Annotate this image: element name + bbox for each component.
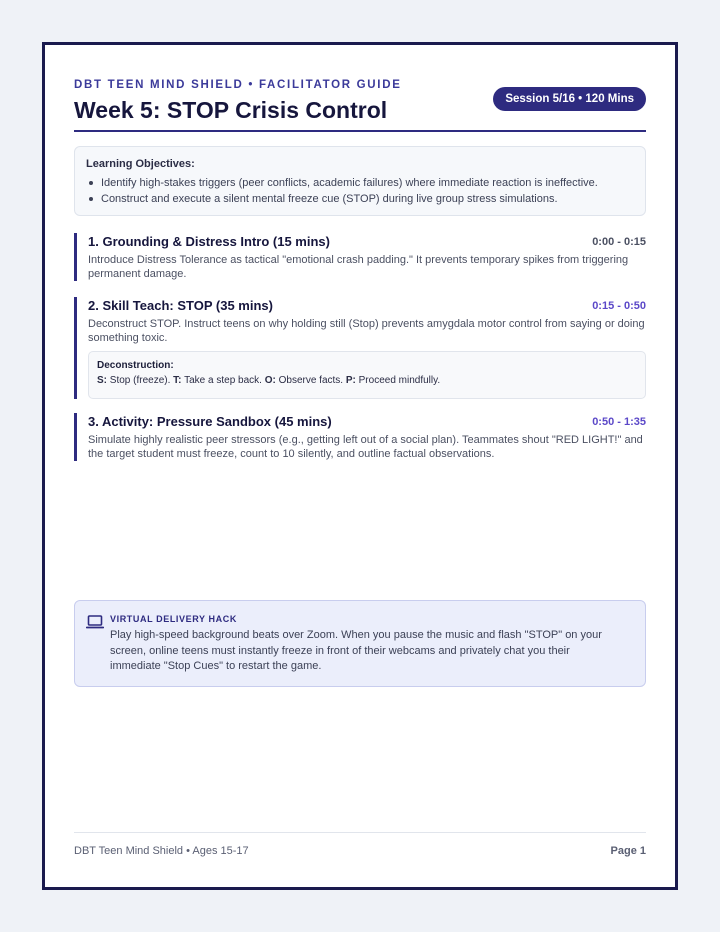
- section-body: Simulate highly realistic peer stressors (e.g., getting left out of a social plan). Teammates shout "RED LIGHT!" and the target student must freeze, count to 10 silently, and outline factual observations.: [88, 434, 643, 460]
- stop-text-t: Take a step back.: [184, 375, 262, 386]
- section-grounding: [74, 233, 646, 281]
- guide-page: [42, 42, 678, 890]
- hack-body: Play high-speed background beats over Zoom. When you pause the music and flash "STOP" on your screen, online teens must instantly freeze in front of their webcams and privately chat you their immediate "Stop Cues" to restart the game.: [110, 629, 602, 672]
- section-title: 1. Grounding & Distress Intro (15 mins): [88, 234, 330, 249]
- objective-item: Construct and execute a silent mental freeze cue (STOP) during live group stress simulations.: [86, 191, 634, 207]
- stop-key-p: P:: [345, 375, 356, 386]
- section-activity: [74, 413, 646, 461]
- deconstruction-title: Deconstruction:: [97, 360, 174, 371]
- page-title: Week 5: STOP Crisis Control: [74, 97, 388, 123]
- deconstruction-line: [97, 375, 637, 386]
- footer-divider: [74, 832, 646, 833]
- section-skill-teach: [74, 297, 646, 399]
- section-title: 3. Activity: Pressure Sandbox (45 mins): [88, 414, 332, 429]
- stop-text-s: Stop (freeze).: [109, 375, 171, 386]
- learning-objectives-box: [74, 146, 646, 216]
- page-number: Page 1: [610, 845, 646, 857]
- objective-item: Identify high-stakes triggers (peer conflicts, academic failures) where immediate reaction is ineffective.: [86, 175, 634, 191]
- section-time: 0:50 - 1:35: [592, 416, 646, 428]
- objectives-title: Learning Objectives:: [86, 158, 195, 170]
- objectives-list: [86, 175, 634, 207]
- guide-kicker: DBT TEEN MIND SHIELD • FACILITATOR GUIDE: [74, 79, 402, 91]
- stop-key-o: O:: [264, 375, 276, 386]
- stop-text-o: Observe facts.: [278, 375, 344, 386]
- section-title: 2. Skill Teach: STOP (35 mins): [88, 298, 273, 313]
- hack-title: VIRTUAL DELIVERY HACK: [110, 614, 237, 624]
- deconstruction-box: [88, 351, 646, 399]
- footer-label: DBT Teen Mind Shield • Ages 15-17: [74, 845, 249, 857]
- stop-key-s: S:: [97, 375, 107, 386]
- stop-key-t: T:: [173, 375, 182, 386]
- header-divider: [74, 130, 646, 132]
- session-badge: Session 5/16 • 120 Mins: [493, 87, 646, 111]
- laptop-icon: [86, 614, 104, 630]
- section-body: Deconstruct STOP. Instruct teens on why holding still (Stop) prevents amygdala motor control from saying or doing something toxic.: [88, 318, 645, 344]
- stop-text-p: Proceed mindfully.: [358, 375, 441, 386]
- virtual-delivery-hack-box: [74, 600, 646, 687]
- section-body: Introduce Distress Tolerance as tactical "emotional crash padding." It prevents temporary spikes from triggering permanent damage.: [88, 254, 629, 280]
- section-time: 0:00 - 0:15: [592, 236, 646, 248]
- section-time: 0:15 - 0:50: [592, 300, 646, 312]
